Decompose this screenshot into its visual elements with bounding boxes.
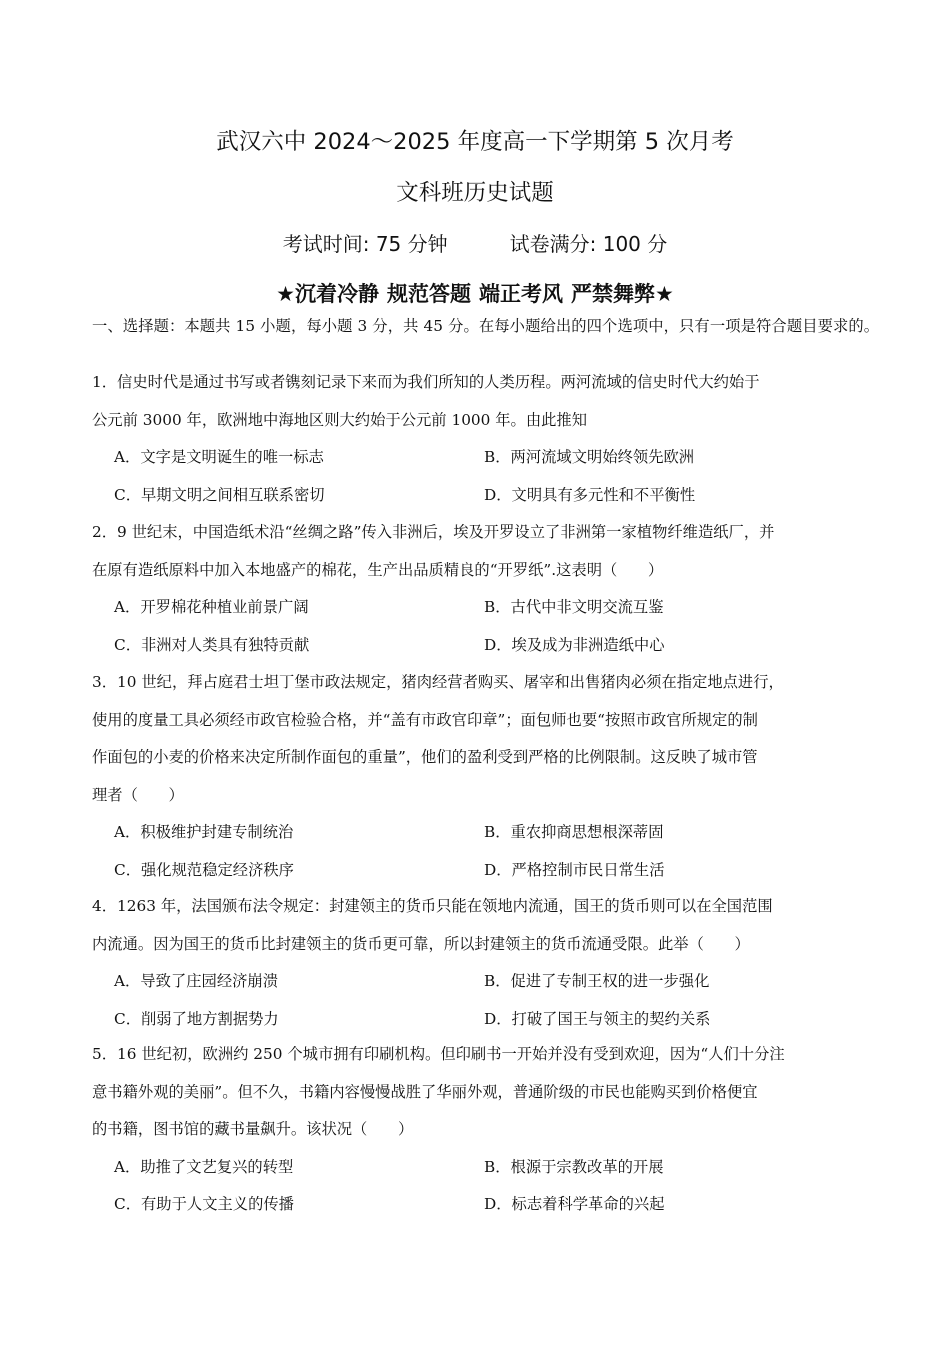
option-d[interactable]: D．文明具有多元性和不平衡性	[484, 485, 696, 504]
stem-line: 在原有造纸原料中加入本地盛产的棉花，生产出品质精良的“开罗纸”.这表明（ ）	[92, 560, 664, 579]
option-a[interactable]: A．助推了文艺复兴的转型	[114, 1157, 294, 1176]
option-b[interactable]: B．重农抑商思想根深蒂固	[484, 823, 664, 841]
options	[92, 439, 882, 514]
exam-time: 考试时间: 75 分钟	[282, 232, 448, 256]
stem-line: 意书籍外观的美丽”。但不久，书籍内容慢慢战胜了华丽外观，普通阶级的市民也能购买到价格便宜	[92, 1082, 758, 1101]
stem-line: 的书籍，图书馆的藏书量飙升。该状况（ ）	[92, 1120, 414, 1138]
question-1	[92, 364, 882, 514]
motto-part: 规范答题	[387, 282, 471, 306]
option-c[interactable]: C．早期文明之间相互联系密切	[114, 485, 325, 504]
option-a[interactable]: A．导致了庄园经济崩溃	[114, 972, 279, 990]
question-stem	[92, 664, 882, 814]
option-d[interactable]: D．标志着科学革命的兴起	[484, 1195, 665, 1213]
question-stem	[92, 888, 882, 963]
options	[92, 1149, 882, 1224]
stem-line: 1．信史时代是通过书写或者镌刻记录下来而为我们所知的人类历程。两河流域的信史时代大约始于	[92, 373, 760, 391]
motto-part: 严禁舞弊★	[571, 282, 674, 306]
stem-line: 4．1263 年，法国颁布法令规定：封建领主的货币只能在领地内流通，国王的货币则可以在全国范围	[92, 897, 773, 915]
option-b[interactable]: B．促进了专制王权的进一步强化	[484, 972, 710, 990]
motto-part: ★沉着冷静	[276, 282, 379, 306]
option-b[interactable]: B．两河流域文明始终领先欧洲	[484, 448, 695, 466]
stem-line: 2．9 世纪末，中国造纸术沿“丝绸之路”传入非洲后，埃及开罗设立了非洲第一家植物纤维造纸厂，并	[92, 523, 775, 541]
stem-line: 5．16 世纪初，欧洲约 250 个城市拥有印刷机构。但印刷书一开始并没有受到欢迎，因为“人们十分注	[92, 1045, 785, 1063]
stem-line: 3．10 世纪，拜占庭君士坦丁堡市政法规定，猪肉经营者购买、屠宰和出售猪肉必须在指定地点进行，	[92, 673, 784, 691]
option-c[interactable]: C．强化规范稳定经济秩序	[114, 860, 294, 879]
exam-motto	[0, 278, 950, 308]
question-4	[92, 888, 882, 1038]
subject-title: 文科班历史试题	[396, 180, 554, 206]
option-b[interactable]: B．根源于宗教改革的开展	[484, 1157, 664, 1176]
option-a[interactable]: A．文字是文明诞生的唯一标志	[114, 448, 324, 466]
stem-line: 使用的度量工具必须经市政官检验合格，并“盖有市政官印章”；面包师也要“按照市政官所规定的制	[92, 710, 758, 729]
option-c[interactable]: C．非洲对人类具有独特贡献	[114, 635, 310, 654]
section-instructions: 一、选择题：本题共 15 小题，每小题 3 分，共 45 分。在每小题给出的四个选项中，只有一项是符合题目要求的。	[92, 317, 880, 335]
question-stem	[92, 514, 882, 589]
exam-info	[0, 228, 950, 257]
option-c[interactable]: C．削弱了地方割据势力	[114, 1009, 279, 1028]
option-d[interactable]: D．埃及成为非洲造纸中心	[484, 635, 665, 654]
question-2	[92, 514, 882, 664]
question-stem	[92, 364, 882, 439]
question-5	[92, 1036, 882, 1224]
question-3	[92, 664, 882, 889]
full-score: 试卷满分: 100 分	[509, 232, 668, 256]
option-d[interactable]: D．严格控制市民日常生活	[484, 860, 665, 879]
option-a[interactable]: A．积极维护封建专制统治	[114, 823, 294, 841]
option-c[interactable]: C．有助于人文主义的传播	[114, 1195, 294, 1213]
exam-title: 武汉六中 2024～2025 年度高一下学期第 5 次月考	[216, 129, 734, 155]
stem-line: 作面包的小麦的价格来决定所制作面包的重量”，他们的盈利受到严格的比例限制。这反映了城市管	[92, 748, 758, 766]
options	[92, 589, 882, 664]
question-stem	[92, 1036, 882, 1149]
option-d[interactable]: D．打破了国王与领主的契约关系	[484, 1009, 711, 1028]
options	[92, 814, 882, 889]
option-a[interactable]: A．开罗棉花种植业前景广阔	[114, 598, 309, 616]
motto-part: 端正考风	[479, 282, 563, 306]
stem-line: 公元前 3000 年，欧洲地中海地区则大约始于公元前 1000 年。由此推知	[92, 410, 588, 429]
option-b[interactable]: B．古代中非文明交流互鉴	[484, 598, 664, 616]
stem-line: 理者（ ）	[92, 785, 184, 804]
options	[92, 963, 882, 1038]
stem-line: 内流通。因为国王的货币比封建领主的货币更可靠，所以封建领主的货币流通受限。此举（ ）	[92, 934, 750, 953]
